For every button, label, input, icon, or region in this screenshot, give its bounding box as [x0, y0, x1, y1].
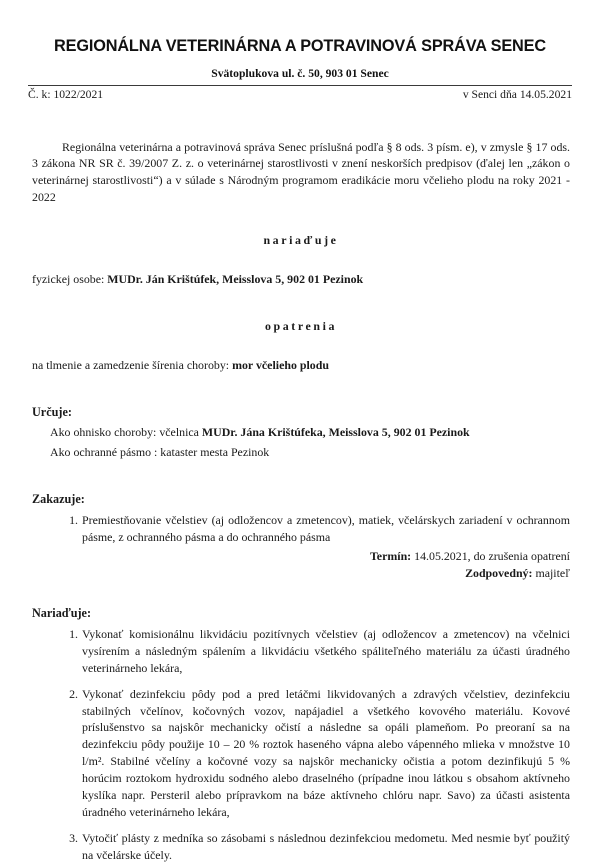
- orders-heading: nariaďuje: [263, 233, 339, 248]
- determines-focus-line: [50, 424, 570, 441]
- intro-paragraph: Regionálna veterinárna a potravinová správa Senec príslušná podľa § 8 ods. 3 písm. e), v zmysle § 17 ods. 3 zákona NR SR č. 39/2007 Z. z. o veterinárnej starostlivosti v znení neskorších predpisov (ďalej len „zákon o veterinárnej starostlivosti“) a v súlade s Národným programom eradikácie moru včelieho plodu na roky 2021 - 2022: [32, 139, 570, 205]
- header-divider: [28, 85, 572, 86]
- document-body: [32, 139, 570, 864]
- list-item-number: 2.: [69, 686, 78, 701]
- measures-heading: opatrenia: [264, 319, 338, 333]
- reference-line: [28, 87, 572, 103]
- determines-heading: Určuje:: [32, 404, 72, 419]
- addressee-value: MUDr. Ján Krištúfek, Meisslova 5, 902 01 Pezinok: [107, 272, 364, 287]
- orders-section-heading: Nariaďuje:: [32, 605, 92, 620]
- prohibits-heading: Zakazuje:: [32, 491, 85, 506]
- list-item: [32, 686, 570, 821]
- purpose-value: mor včelieho plodu: [232, 357, 329, 372]
- list-item-number: 1.: [69, 626, 78, 641]
- purpose-line: [32, 357, 570, 374]
- list-item: [32, 626, 570, 677]
- organization-address: Svätoplukova ul. č. 50, 903 01 Senec: [211, 66, 389, 80]
- determines-focus-value: MUDr. Jána Krištúfeka, Meisslova 5, 902 01 Pezinok: [201, 425, 470, 440]
- document-header: [0, 0, 600, 103]
- list-item-text: Vytočiť plásty z medníka so zásobami s následnou dezinfekciou medometu. Med nesmie byť použitý na včelárske účely.: [82, 830, 570, 862]
- list-item: [32, 830, 570, 864]
- responsible-line: [32, 565, 570, 582]
- reference-number: Č. k: 1022/2021: [28, 87, 104, 101]
- purpose-label: na tlmenie a zamedzenie šírenia choroby:: [32, 357, 233, 372]
- place-and-date: v Senci dňa 14.05.2021: [462, 87, 572, 101]
- addressee-label: fyzickej osobe:: [32, 272, 108, 287]
- list-item-number: 1.: [69, 513, 78, 528]
- addressee-line: [32, 271, 570, 288]
- list-item-text: Vykonať komisionálnu likvidáciu pozitívnych včelstiev (aj odložencov a zmetencov) na včelnici vysírením a následným spálením a likvidáciu všetkého spáliteľného materiálu za účasti úradného veterinárneho lekára,: [82, 626, 570, 675]
- list-item: [32, 512, 570, 546]
- deadline-label: Termín:: [369, 549, 412, 564]
- determines-zone-line: Ako ochranné pásmo : kataster mesta Pezinok: [50, 445, 270, 460]
- orders-list: [32, 626, 570, 864]
- responsible-label: Zodpovedný:: [465, 566, 533, 581]
- organization-title: REGIONÁLNA VETERINÁRNA A POTRAVINOVÁ SPRÁVA SENEC: [54, 37, 546, 55]
- list-item-text: Premiestňovanie včelstiev (aj odložencov a zmetencov), matiek, včelárskych zariadení v ochrannom pásme, z ochranného pásma a do ochranného pásma: [82, 513, 570, 545]
- deadline-line: [32, 548, 570, 565]
- list-item-number: 3.: [69, 830, 78, 845]
- deadline-value: 14.05.2021, do zrušenia opatrení: [411, 549, 570, 564]
- prohibits-list: [32, 512, 570, 546]
- list-item-text: Vykonať dezinfekciu pôdy pod a pred letáčmi likvidovaných a zdravých včelstiev, dezinfekciu stabilných včelínov, kočovných vozov, napájadiel a všetkého kovového materiálu. Kovové príslušenstvo sa najskôr mechanicky očistí a následne sa opáli plameňom. Po preoraní sa na dezinfekciu pôdy použije 10 – 20 % roztok haseného vápna alebo vápenného mlieka v množstve 10 l/m². Stabilné včelíny a kočovné vozy sa najskôr mechanicky očistia a potom dezinfikujú 5 % horúcim roztokom hydroxidu sodného alebo draselného (prípadne inou látkou s obsahom aktívneho kyslíka napr. Persteril alebo prípravkom na báze aktívneho chlóru napr. Savo) za účasti asistenta úradného veterinárneho lekára,: [82, 686, 570, 819]
- responsible-value: majiteľ: [532, 566, 570, 581]
- prohibits-meta: [32, 548, 570, 583]
- determines-focus-label: Ako ohnisko choroby: včelnica: [50, 425, 202, 440]
